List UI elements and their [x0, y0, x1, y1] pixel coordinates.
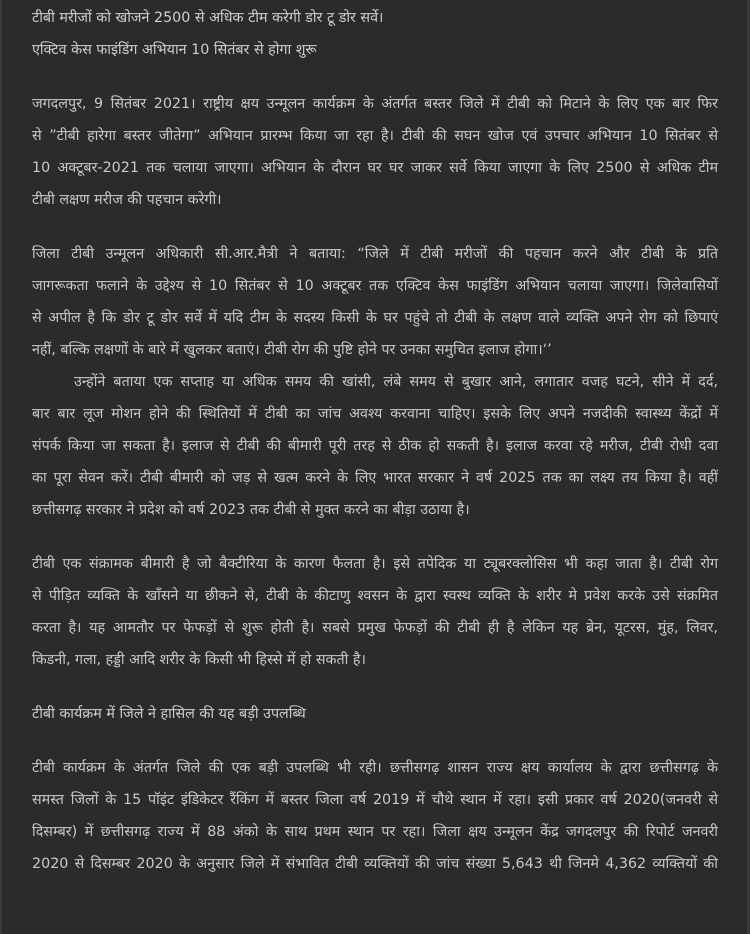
paragraph-line: उन्होंने बताया एक सप्ताह या अधिक समय की खांसी, लंबे समय से बुखार आने, लगातार वजह घटने, सीने में दर्द, — [74, 374, 718, 390]
paragraph-line: 2020 से दिसम्बर 2020 के अनुसार जिले में संभावित टीबी व्यक्तियों की जांच संख्या 5,643 थी जिनमे 4,362 व्यक्तियों की — [32, 856, 718, 872]
paragraph-line: से पीड़ित व्यक्ति के खाँसने या छीकने से, टीबी के कीटाणु श्वसन के द्वारा स्वस्थ व्यक्ति के शरीर मे प्रवेश करके उसे संक्रमित — [32, 588, 719, 604]
paragraph-line: 10 अक्टूबर-2021 तक चलाया जाएगा। अभियान के दौरान घर घर जाकर सर्वे किया जाएगा के लिए 2500 से अधिक टीम — [32, 160, 718, 176]
paragraph-gap — [32, 216, 718, 238]
left-page-edge — [0, 0, 2, 934]
section-heading: टीबी कार्यक्रम में जिले ने हासिल की यह बड़ी उपलब्धि — [32, 706, 306, 722]
paragraph-quote — [32, 238, 718, 526]
paragraph-line: जिला टीबी उन्मूलन अधिकारी सी.आर.मैत्री ने बताया: “जिले में टीबी मरीजों की पहचान करने और टीबी के प्रति — [32, 246, 718, 262]
subheadline: एक्टिव केस फाइंडिंग अभियान 10 सितंबर से होगा शुरू — [32, 42, 317, 58]
paragraph-disease-info — [32, 548, 718, 676]
paragraph-gap — [32, 66, 718, 88]
paragraph-line: बार बार लूज मोशन होने की स्थितियों में टीबी का जांच अवश्य करवाना चाहिए। इसके लिए अपने नजदीकी स्वास्थ्य केंद्रों में — [32, 406, 718, 422]
paragraph-line: छत्तीसगढ़ सरकार ने प्रदेश को वर्ष 2023 तक टीबी से मुक्त करने का बीड़ा उठाया है। — [32, 502, 470, 518]
paragraph-line: जागरूकता फलाने के उद्देश्य से 10 सितंबर से 10 अक्टूबर तक एक्टिव केस फाइंडिंग अभियान चलाया जाएगा। जिलेवासियों — [32, 278, 718, 294]
paragraph-line: टीबी एक संक्रामक बीमारी है जो बैक्टीरिया के कारण फैलता है। इसे तपेदिक या ट्यूबरक्लोसिस भी कहा जाता है। टीबी रोग — [32, 556, 718, 572]
paragraph-line: का पूरा सेवन करें। टीबी बीमारी को जड़ से खत्म करने के लिए भारत सरकार ने वर्ष 2025 तक का लक्ष्य तय किया है। वहीं — [32, 470, 718, 486]
paragraph-line: दिसम्बर) में छत्तीसगढ़ राज्य में 88 अंको के साथ प्रथम स्थान पर रहा। जिला क्षय उन्मूलन केंद्र जगदलपुर की रिपोर्ट जनवरी — [32, 824, 718, 840]
paragraph-line: संपर्क किया जा सकता है। इलाज से टीबी की बीमारी पूरी तरह से ठीक हो सकती है। इलाज करवा रहे मरीज, टीबी रोधी दवा — [32, 438, 718, 454]
paragraph-gap — [32, 676, 718, 698]
paragraph-line: किडनी, गला, हड्डी आदि शरीर के किसी भी हिस्से में हो सकती है। — [32, 652, 366, 668]
paragraph-line: टीबी कार्यक्रम के अंतर्गत जिले की एक बड़ी उपलब्धि भी रही। छत्तीसगढ़ शासन राज्य क्षय कार्यालय के द्वारा छत्तीसगढ़ के — [32, 760, 718, 776]
paragraph-line: टीबी लक्षण मरीज की पहचान करेगी। — [32, 192, 222, 208]
paragraph-gap — [32, 730, 718, 752]
document-body — [32, 2, 718, 880]
paragraph-line: समस्त जिलों के 15 पॉइंट इंडिकेटर रैंकिंग में बस्तर जिला वर्ष 2019 में चौथे स्थान में रहा। इसी प्रकार वर्ष 2020(जनवरी से — [32, 792, 718, 808]
paragraph-line: जगदलपुर, 9 सितंबर 2021। राष्ट्रीय क्षय उन्मूलन कार्यक्रम के अंतर्गत बस्तर जिले में टीबी को मिटाने के लिए एक बार फिर — [32, 96, 718, 112]
paragraph-line: से ”टीबी हारेगा बस्तर जीतेगा” अभियान प्रारम्भ किया जा रहा है। टीबी की सघन खोज एवं उपचार अभियान 10 सितंबर से — [32, 128, 718, 144]
paragraph-achievement — [32, 752, 718, 880]
paragraph-intro — [32, 88, 718, 216]
paragraph-line: करता है। यह आमतौर पर फेफड़ों से शुरू होती है। सबसे प्रमुख फेफड़ों की टीबी ही है लेकिन यह ब्रेन, यूटरस, मुंह, लिवर, — [32, 620, 718, 636]
paragraph-gap — [32, 526, 718, 548]
paragraph-line: नहीं, बल्कि लक्षणों के बारे में खुलकर बताएं। टीबी रोग की पुष्टि होने पर उनका समुचित इलाज होगा।‘’ — [32, 342, 552, 358]
paragraph-line: से अपील है कि डोर टू डोर सर्वे में यदि टीम के सदस्य किसी के घर पहुंचे तो टीबी के लक्षण वाले व्यक्ति अपने रोग को छिपाएं — [32, 310, 718, 326]
headline: टीबी मरीजों को खोजने 2500 से अधिक टीम करेगी डोर टू डोर सर्वे। — [32, 10, 384, 26]
